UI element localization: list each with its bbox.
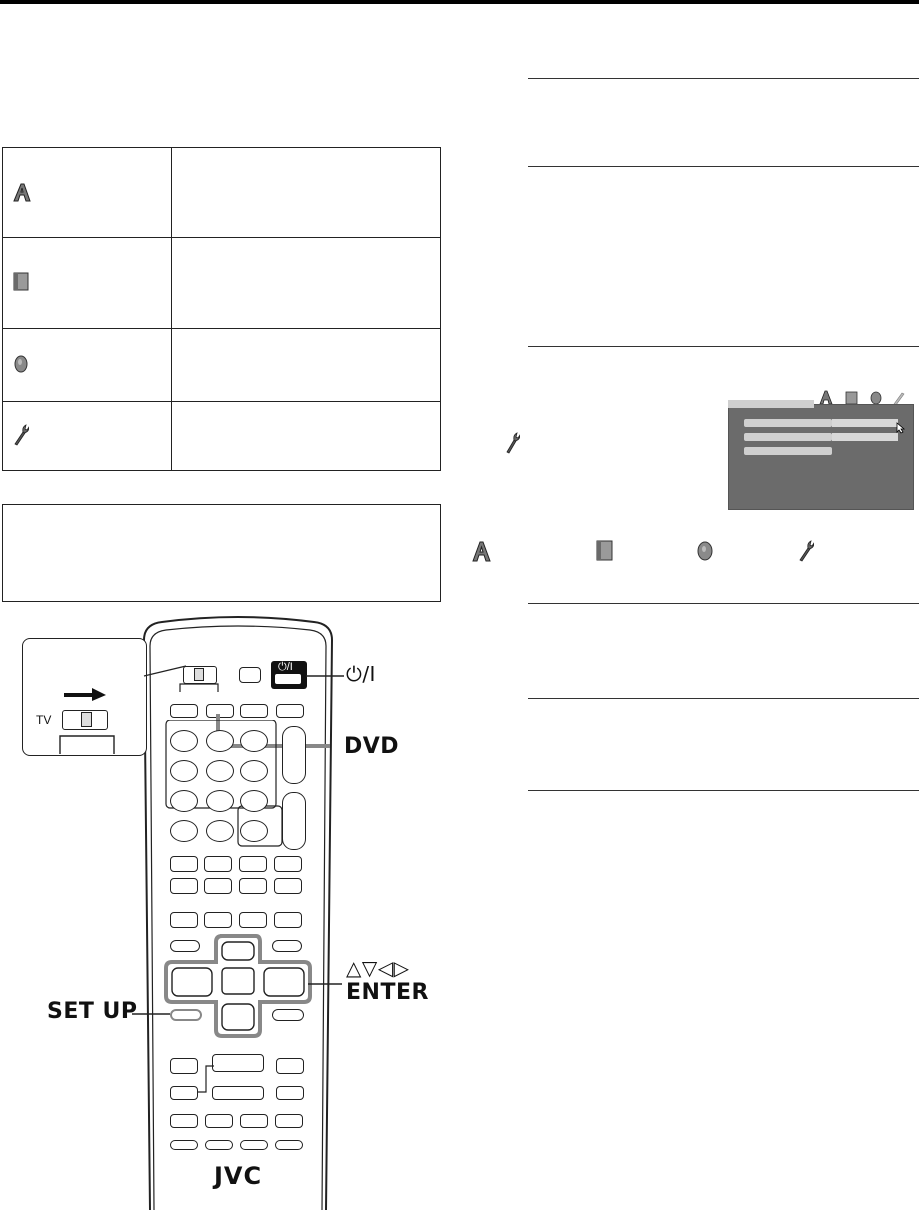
section-rule-5 <box>528 698 919 699</box>
function-button[interactable] <box>240 1114 268 1128</box>
function-button[interactable] <box>239 912 267 928</box>
number-button[interactable] <box>240 820 268 842</box>
left-button <box>172 968 212 996</box>
section-rule-3 <box>528 346 919 347</box>
function-button[interactable] <box>170 1114 198 1128</box>
color-button[interactable] <box>240 1140 268 1150</box>
up-button <box>222 942 254 960</box>
function-button[interactable] <box>170 856 198 872</box>
function-button[interactable] <box>276 1086 304 1100</box>
audio-icon <box>696 540 714 562</box>
function-button[interactable] <box>274 856 302 872</box>
function-button[interactable] <box>275 1114 303 1128</box>
function-button[interactable] <box>204 856 232 872</box>
installation-icon <box>798 540 814 562</box>
number-button[interactable] <box>206 790 234 812</box>
picture-icon <box>13 272 29 292</box>
function-button[interactable] <box>170 1058 198 1074</box>
number-button[interactable] <box>206 820 234 842</box>
table-row-language <box>3 148 440 238</box>
audio-icon <box>13 354 29 374</box>
remote-small-button[interactable] <box>239 667 261 683</box>
dvd-callout: DVD <box>344 734 400 759</box>
osd-item-3 <box>744 447 832 455</box>
enter-callout: ENTER <box>346 980 429 1005</box>
function-button[interactable] <box>170 1086 198 1100</box>
note-box <box>2 504 441 602</box>
function-button[interactable] <box>170 878 198 894</box>
enter-button <box>222 968 254 994</box>
arrow-right-icon <box>62 686 110 702</box>
section-rule-2 <box>528 166 919 167</box>
source-button[interactable] <box>170 704 198 718</box>
remote-illustration <box>0 610 460 1210</box>
table-row-installation <box>3 402 440 472</box>
table-row-audio <box>3 329 440 402</box>
function-button[interactable] <box>276 1058 304 1074</box>
dpad[interactable] <box>160 932 316 1042</box>
function-button[interactable] <box>274 912 302 928</box>
function-button[interactable] <box>212 1086 264 1100</box>
setup-callout: SET UP <box>47 999 138 1024</box>
table-row-picture <box>3 238 440 329</box>
color-button[interactable] <box>205 1140 233 1150</box>
number-button[interactable] <box>170 790 198 812</box>
number-button[interactable] <box>170 730 198 752</box>
section-rule-4 <box>528 603 919 604</box>
down-button <box>222 1004 254 1030</box>
section-rule-6 <box>528 790 919 791</box>
osd-value-2 <box>832 433 898 441</box>
number-button[interactable] <box>206 730 234 752</box>
function-button[interactable] <box>204 878 232 894</box>
number-button[interactable] <box>240 730 268 752</box>
language-icon <box>820 391 832 404</box>
function-button[interactable] <box>239 878 267 894</box>
arrow-keys-callout: △▽◁▷ <box>346 956 410 980</box>
section-rule-1 <box>528 78 919 79</box>
function-button[interactable] <box>170 912 198 928</box>
brand-logo: JVC <box>214 1162 263 1190</box>
picture-icon <box>846 392 857 404</box>
number-button[interactable] <box>170 820 198 842</box>
language-icon <box>13 182 31 202</box>
audio-icon <box>871 392 881 404</box>
setup-menu-screen <box>728 388 914 510</box>
osd-item-1 <box>744 419 832 427</box>
menu-table <box>2 147 441 471</box>
function-button[interactable] <box>205 1114 233 1128</box>
installation-icon <box>13 424 29 446</box>
number-button[interactable] <box>240 760 268 782</box>
channel-rocker[interactable] <box>282 726 306 784</box>
function-button[interactable] <box>274 878 302 894</box>
menu-button[interactable] <box>272 1009 304 1021</box>
language-icon <box>472 540 492 562</box>
volume-rocker[interactable] <box>282 792 306 850</box>
color-button[interactable] <box>170 1140 198 1150</box>
header-rule <box>0 0 919 4</box>
power-button[interactable]: ⏻/I <box>271 661 307 689</box>
switch-label: TV <box>36 713 52 727</box>
power-callout: ⏻/I <box>346 662 376 686</box>
function-button[interactable] <box>204 912 232 928</box>
osd-value-1 <box>832 419 898 427</box>
function-button[interactable] <box>239 856 267 872</box>
installation-icon <box>506 432 520 454</box>
right-button <box>264 968 304 996</box>
picture-icon <box>596 540 614 562</box>
number-button[interactable] <box>206 760 234 782</box>
osd-item-2 <box>744 433 832 441</box>
setup-button[interactable] <box>170 1009 202 1021</box>
number-button[interactable] <box>240 790 268 812</box>
function-button[interactable] <box>212 1054 264 1072</box>
color-button[interactable] <box>275 1140 303 1150</box>
number-button[interactable] <box>170 760 198 782</box>
